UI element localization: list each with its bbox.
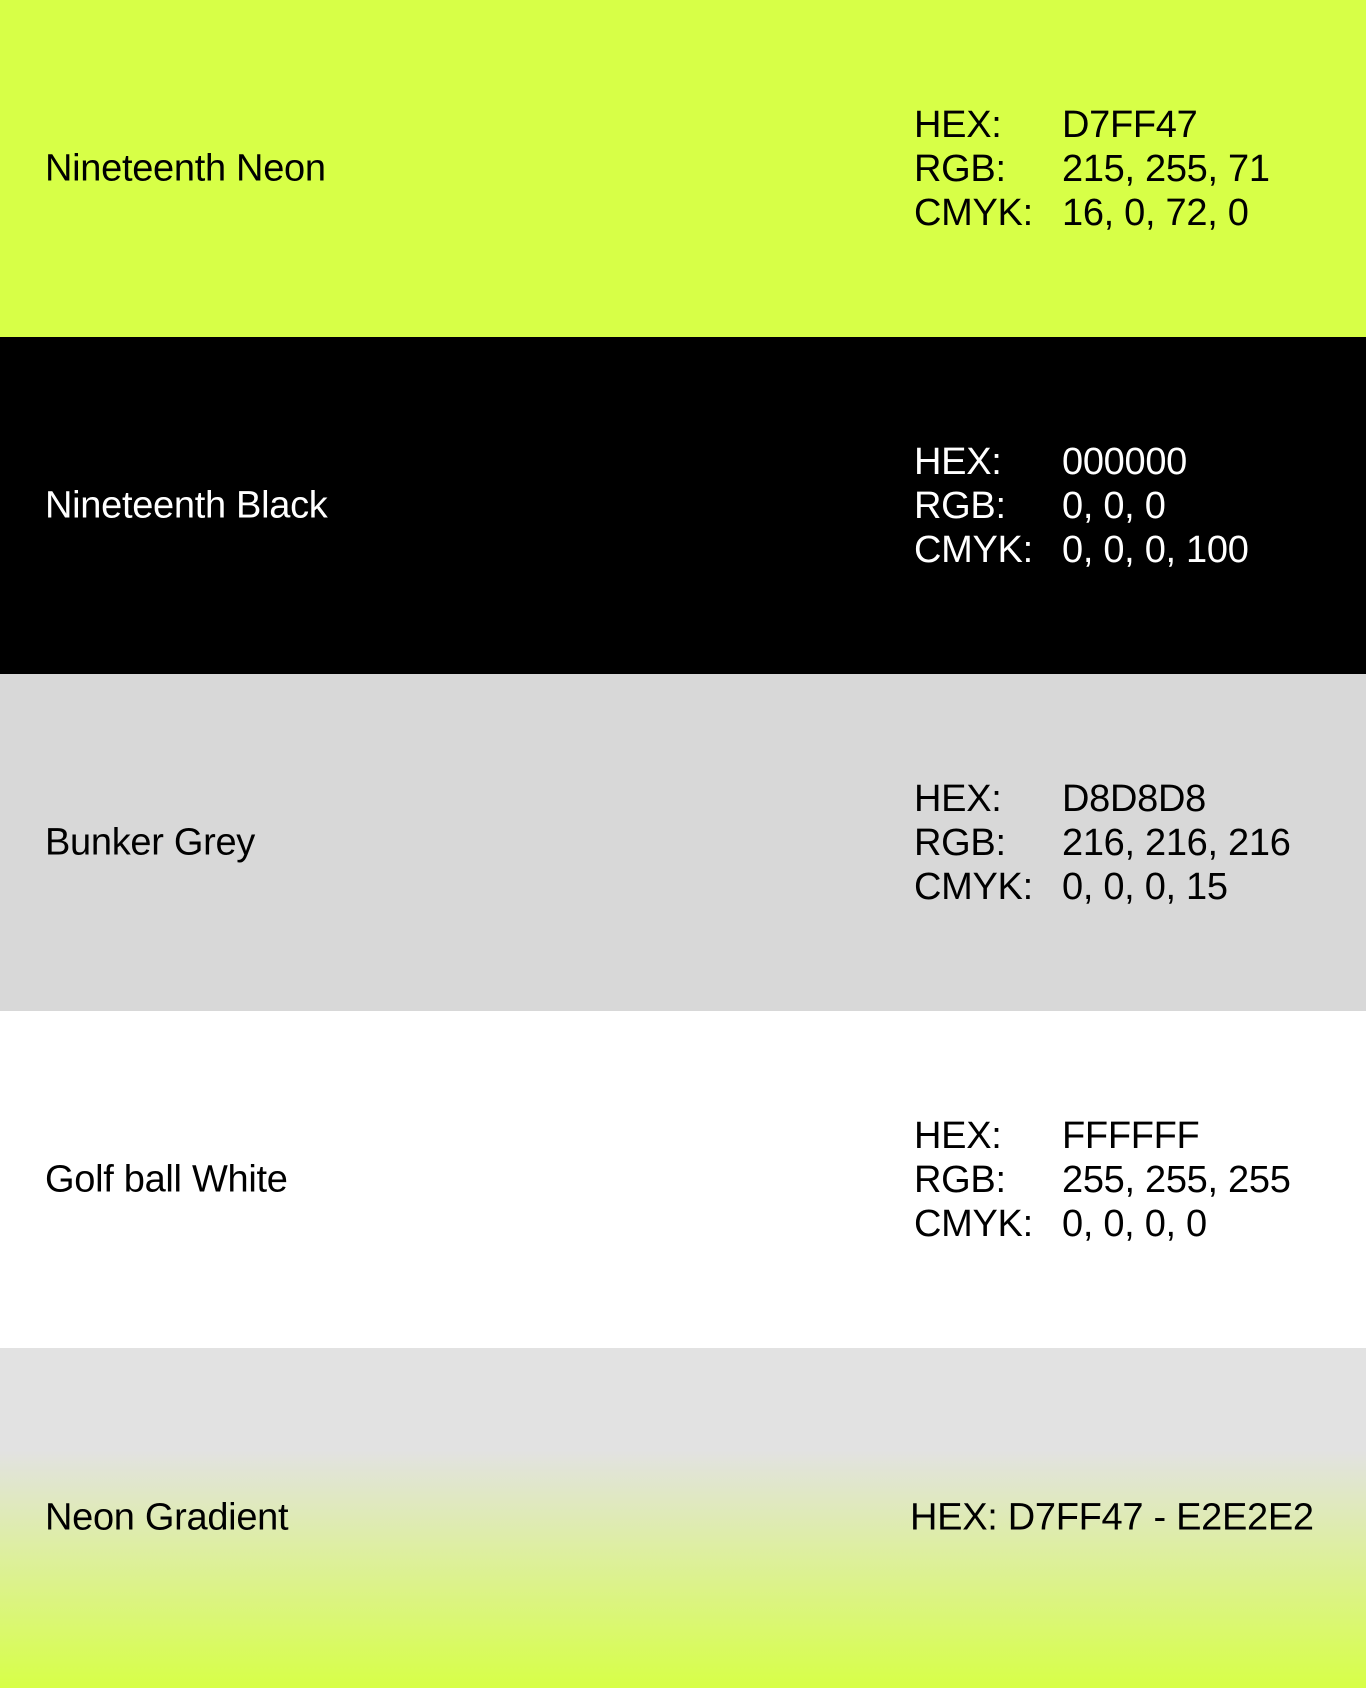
hex-label: HEX: (914, 777, 1002, 820)
swatch-name: Neon Gradient (45, 1496, 289, 1539)
gradient-hex-range: HEX: D7FF47 - E2E2E2 (910, 1496, 1314, 1539)
cmyk-value: 16, 0, 72, 0 (1062, 191, 1249, 234)
swatch-specs (914, 777, 1291, 909)
swatch-name: Bunker Grey (45, 821, 256, 863)
swatch-name: Golf ball White (45, 1158, 288, 1200)
hex-value: FFFFFF (1062, 1114, 1200, 1157)
swatch-specs (914, 103, 1270, 235)
cmyk-value: 0, 0, 0, 0 (1062, 1202, 1207, 1245)
swatch-nineteenth-neon (0, 0, 1366, 337)
cmyk-value: 0, 0, 0, 100 (1062, 528, 1249, 571)
hex-value: D8D8D8 (1062, 777, 1206, 820)
cmyk-label: CMYK: (914, 191, 1033, 234)
swatch-specs (914, 1114, 1291, 1246)
cmyk-label: CMYK: (914, 1202, 1033, 1245)
swatch-golf-ball-white (0, 1011, 1366, 1348)
cmyk-label: CMYK: (914, 528, 1033, 571)
swatch-nineteenth-black (0, 337, 1366, 674)
hex-value: 000000 (1062, 440, 1188, 483)
rgb-value: 216, 216, 216 (1062, 821, 1291, 864)
rgb-label: RGB: (914, 1158, 1006, 1201)
swatch-bunker-grey (0, 674, 1366, 1011)
rgb-value: 0, 0, 0 (1062, 484, 1166, 527)
rgb-label: RGB: (914, 147, 1006, 190)
rgb-value: 255, 255, 255 (1062, 1158, 1291, 1201)
cmyk-label: CMYK: (914, 865, 1033, 908)
hex-value: D7FF47 (1062, 103, 1198, 146)
cmyk-value: 0, 0, 0, 15 (1062, 865, 1228, 908)
swatch-name: Nineteenth Black (45, 484, 328, 526)
swatch-name: Nineteenth Neon (45, 147, 326, 189)
swatch-specs (914, 440, 1249, 572)
hex-label: HEX: (914, 440, 1002, 483)
swatch-neon-gradient (0, 1348, 1366, 1688)
hex-label: HEX: (914, 103, 1002, 146)
rgb-value: 215, 255, 71 (1062, 147, 1270, 190)
rgb-label: RGB: (914, 484, 1006, 527)
hex-label: HEX: (914, 1114, 1002, 1157)
rgb-label: RGB: (914, 821, 1006, 864)
